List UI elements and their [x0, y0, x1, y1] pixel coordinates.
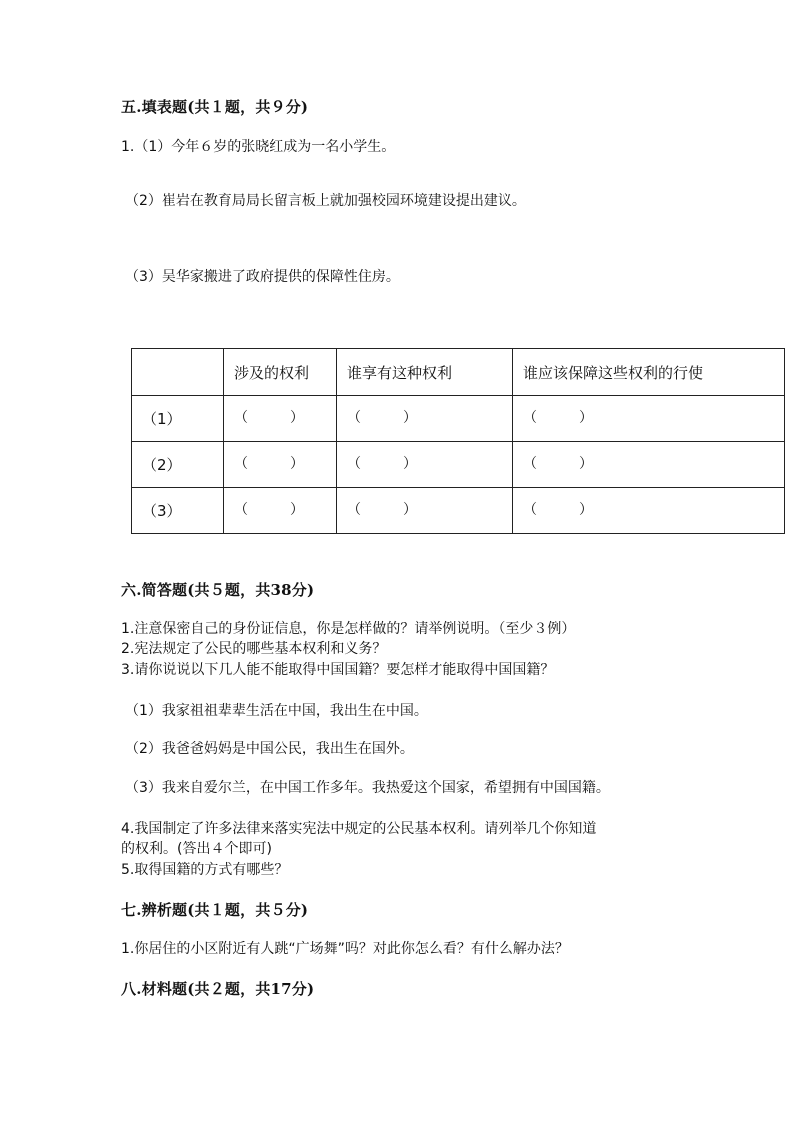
- paren-open: （: [523, 455, 537, 472]
- section-5-question-3: （3）吴华家搬进了政府提供的保障性住房。: [125, 269, 400, 285]
- table-header-row: [132, 349, 785, 396]
- section-6-question-1: 1.注意保密自己的身份证信息，你是怎样做的？请举例说明。（至少３例）: [121, 621, 576, 637]
- table-header-cell: [132, 349, 224, 396]
- answer-blank[interactable]: [337, 488, 513, 534]
- paren-close: ）: [579, 455, 593, 472]
- table-row: [132, 442, 785, 488]
- section-6-question-3: 3.请你说说以下几人能不能取得中国国籍？要怎样才能取得中国国籍？: [121, 662, 555, 678]
- table-header-cell: 谁应该保障这些权利的行使: [513, 349, 785, 396]
- section-6-question-3-case-3: （3）我来自爱尔兰，在中国工作多年。我热爱这个国家，希望拥有中国国籍。: [125, 780, 610, 796]
- paren-open: （: [347, 501, 361, 518]
- paren-close: ）: [290, 455, 304, 472]
- table-header-cell: 涉及的权利: [224, 349, 337, 396]
- section-6-question-4-line-2: 的权利。(答出４个即可): [121, 841, 272, 857]
- paren-close: ）: [579, 501, 593, 518]
- answer-blank[interactable]: [513, 488, 785, 534]
- answer-blank[interactable]: [513, 442, 785, 488]
- paren-open: （: [523, 409, 537, 426]
- table-row-label: （2）: [132, 442, 224, 488]
- section-6-question-5: 5.取得国籍的方式有哪些？: [121, 862, 289, 878]
- paren-close: ）: [403, 501, 417, 518]
- paren-open: （: [234, 501, 248, 518]
- section-7-title: 七.辨析题(共１题，共５分): [121, 901, 309, 919]
- answer-blank[interactable]: [224, 396, 337, 442]
- section-6-question-4-line-1: 4.我国制定了许多法律来落实宪法中规定的公民基本权利。请列举几个你知道: [121, 821, 597, 837]
- section-8-title: 八.材料题(共２题，共17分): [121, 980, 315, 998]
- paren-close: ）: [403, 409, 417, 426]
- paren-close: ）: [290, 409, 304, 426]
- table-row: [132, 396, 785, 442]
- paren-open: （: [234, 409, 248, 426]
- table-header-cell: 谁享有这种权利: [337, 349, 513, 396]
- section-7-question-1: 1.你居住的小区附近有人跳“广场舞”吗？对此你怎么看？有什么解办法？: [121, 941, 569, 957]
- paren-close: ）: [290, 501, 304, 518]
- answer-blank[interactable]: [224, 488, 337, 534]
- section-6-question-3-case-1: （1）我家祖祖辈辈生活在中国，我出生在中国。: [125, 703, 428, 719]
- paren-open: （: [347, 409, 361, 426]
- table-row-label: （3）: [132, 488, 224, 534]
- answer-blank[interactable]: [224, 442, 337, 488]
- paren-open: （: [347, 455, 361, 472]
- paren-open: （: [523, 501, 537, 518]
- section-5-question-2: （2）崔岩在教育局局长留言板上就加强校园环境建设提出建议。: [125, 193, 526, 209]
- answer-blank[interactable]: [337, 442, 513, 488]
- section-6-title: 六.简答题(共５题，共38分): [121, 581, 315, 599]
- section-5-title: 五.填表题(共１题，共９分): [121, 98, 309, 116]
- rights-table: [131, 348, 785, 534]
- paren-close: ）: [403, 455, 417, 472]
- table-row-label: （1）: [132, 396, 224, 442]
- answer-blank[interactable]: [513, 396, 785, 442]
- section-6-question-2: 2.宪法规定了公民的哪些基本权利和义务？: [121, 641, 387, 657]
- section-6-question-3-case-2: （2）我爸爸妈妈是中国公民，我出生在国外。: [125, 741, 414, 757]
- paren-close: ）: [579, 409, 593, 426]
- answer-blank[interactable]: [337, 396, 513, 442]
- table-row: [132, 488, 785, 534]
- section-5-question-1: 1.（1）今年６岁的张晓红成为一名小学生。: [121, 139, 396, 155]
- paren-open: （: [234, 455, 248, 472]
